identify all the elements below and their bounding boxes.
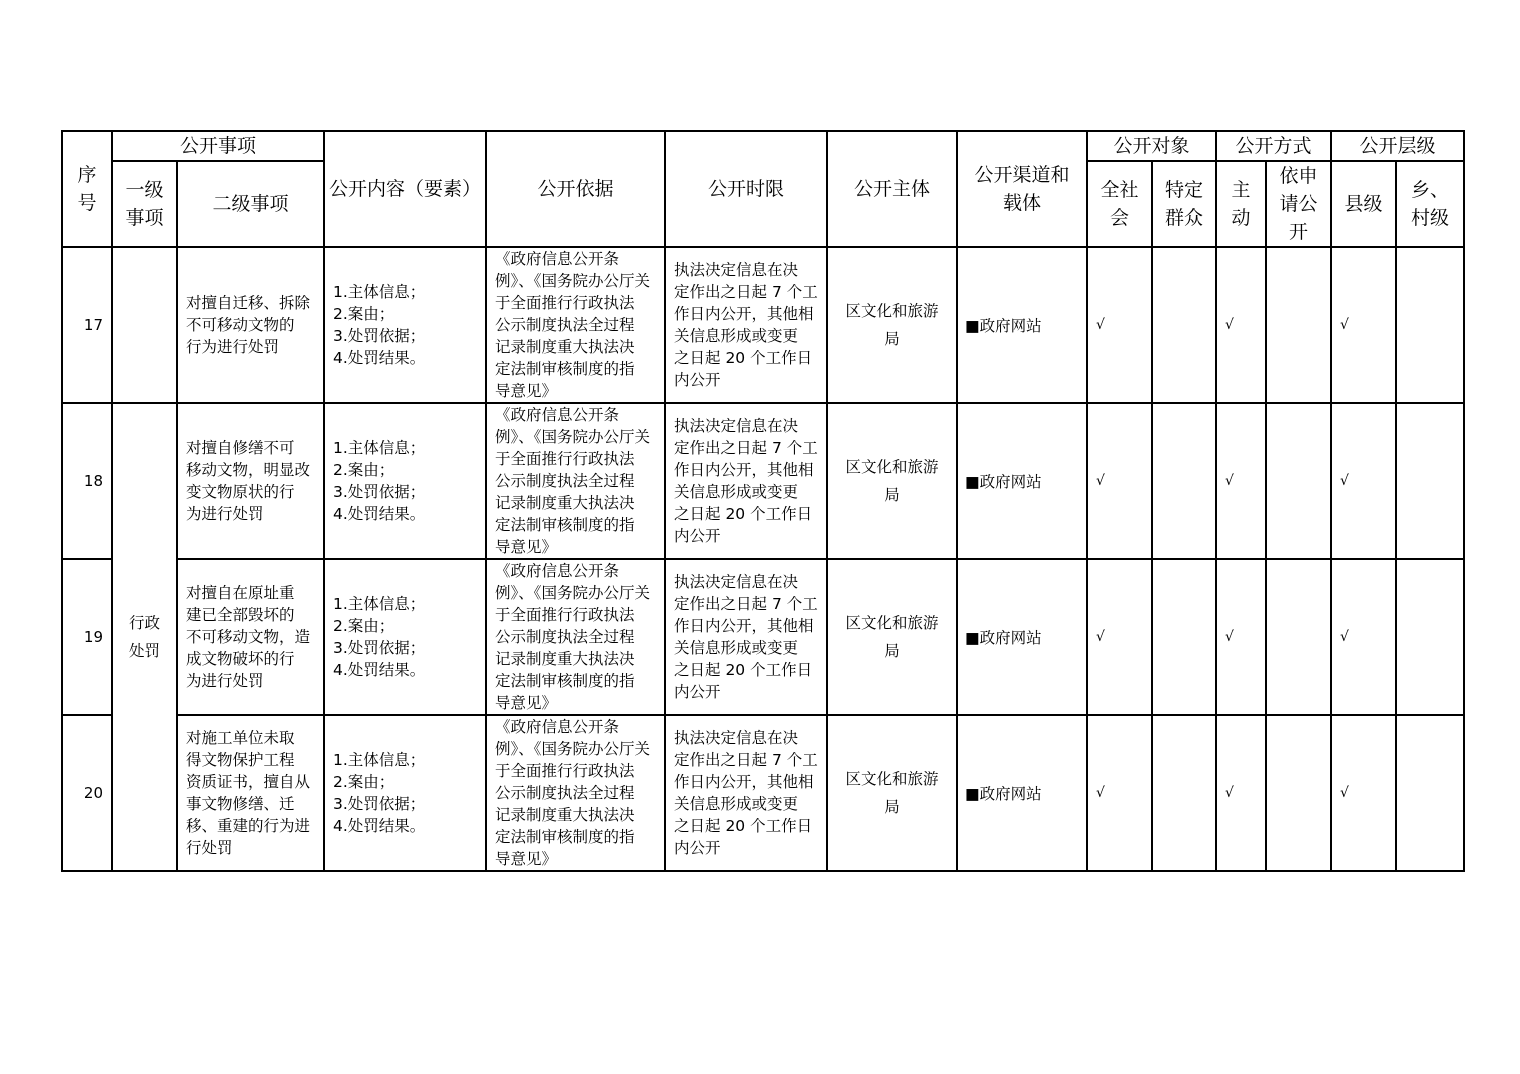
- header-basis: 公开依据: [486, 131, 665, 247]
- level-county-check: √: [1331, 247, 1396, 403]
- level-town-check: [1396, 247, 1464, 403]
- row-number: 20: [62, 715, 112, 871]
- target-all-check: √: [1087, 715, 1152, 871]
- header-seq-text: 序 号: [77, 164, 97, 214]
- header-method-apply: 依申 请公 开: [1266, 161, 1331, 247]
- disclosure-channel: ■政府网站: [957, 559, 1087, 715]
- disclosure-channel: ■政府网站: [957, 403, 1087, 559]
- header-seq: [62, 131, 112, 247]
- disclosure-subject: 区文化和旅游 局: [827, 715, 957, 871]
- level2-item: 对擅自迁移、拆除 不可移动文物的 行为进行处罚: [177, 247, 324, 403]
- method-apply-check: [1266, 247, 1331, 403]
- disclosure-content: 1.主体信息； 2.案由； 3.处罚依据； 4.处罚结果。: [324, 715, 486, 871]
- header-content: 公开内容（要素）: [324, 131, 486, 247]
- target-all-check: √: [1087, 559, 1152, 715]
- disclosure-time-limit: 执法决定信息在决 定作出之日起 7 个工 作日内公开，其他相 关信息形成或变更 之日起 20 个工作日 内公开: [665, 715, 827, 871]
- disclosure-subject: 区文化和旅游 局: [827, 247, 957, 403]
- table-row: [62, 559, 1464, 715]
- disclosure-table: [61, 130, 1465, 872]
- method-active-check: √: [1216, 247, 1266, 403]
- level-town-check: [1396, 715, 1464, 871]
- disclosure-basis: 《政府信息公开条 例》、《国务院办公厅关 于全面推行行政执法 公示制度执法全过程 记录制度重大执法决 定法制审核制度的指 导意见》: [486, 403, 665, 559]
- header-target-group: 公开对象: [1087, 131, 1216, 161]
- target-all-check: √: [1087, 247, 1152, 403]
- table-row: [62, 715, 1464, 871]
- target-specific-check: [1152, 715, 1216, 871]
- row-number: 19: [62, 559, 112, 715]
- method-active-check: √: [1216, 715, 1266, 871]
- level2-item: 对擅自修缮不可 移动文物，明显改 变文物原状的行 为进行处罚: [177, 403, 324, 559]
- level1-empty-cell: [112, 247, 177, 403]
- header-target-specific: 特定 群众: [1152, 161, 1216, 247]
- disclosure-content: 1.主体信息； 2.案由； 3.处罚依据； 4.处罚结果。: [324, 247, 486, 403]
- header-target-all: 全社 会: [1087, 161, 1152, 247]
- disclosure-time-limit: 执法决定信息在决 定作出之日起 7 个工 作日内公开，其他相 关信息形成或变更 之日起 20 个工作日 内公开: [665, 559, 827, 715]
- disclosure-content: 1.主体信息； 2.案由； 3.处罚依据； 4.处罚结果。: [324, 559, 486, 715]
- disclosure-time-limit: 执法决定信息在决 定作出之日起 7 个工 作日内公开，其他相 关信息形成或变更 之日起 20 个工作日 内公开: [665, 247, 827, 403]
- header-level2: 二级事项: [177, 161, 324, 247]
- header-level1: 一级 事项: [112, 161, 177, 247]
- table-row: [62, 403, 1464, 559]
- header-items-group: 公开事项: [112, 131, 324, 161]
- target-specific-check: [1152, 247, 1216, 403]
- method-active-check: √: [1216, 559, 1266, 715]
- header-channel: 公开渠道和 载体: [957, 131, 1087, 247]
- disclosure-channel: ■政府网站: [957, 247, 1087, 403]
- target-specific-check: [1152, 559, 1216, 715]
- table-header: [62, 131, 1464, 247]
- level-town-check: [1396, 559, 1464, 715]
- method-apply-check: [1266, 715, 1331, 871]
- header-level-county: 县级: [1331, 161, 1396, 247]
- disclosure-channel: ■政府网站: [957, 715, 1087, 871]
- target-specific-check: [1152, 403, 1216, 559]
- header-level-town: 乡、 村级: [1396, 161, 1464, 247]
- disclosure-basis: 《政府信息公开条 例》、《国务院办公厅关 于全面推行行政执法 公示制度执法全过程 记录制度重大执法决 定法制审核制度的指 导意见》: [486, 559, 665, 715]
- header-time-limit: 公开时限: [665, 131, 827, 247]
- disclosure-subject: 区文化和旅游 局: [827, 559, 957, 715]
- disclosure-basis: 《政府信息公开条 例》、《国务院办公厅关 于全面推行行政执法 公示制度执法全过程 记录制度重大执法决 定法制审核制度的指 导意见》: [486, 715, 665, 871]
- level2-item: 对施工单位未取 得文物保护工程 资质证书，擅自从 事文物修缮、迁 移、重建的行为进 行处罚: [177, 715, 324, 871]
- table-body: [62, 247, 1464, 871]
- disclosure-basis: 《政府信息公开条 例》、《国务院办公厅关 于全面推行行政执法 公示制度执法全过程 记录制度重大执法决 定法制审核制度的指 导意见》: [486, 247, 665, 403]
- method-apply-check: [1266, 403, 1331, 559]
- header-subject: 公开主体: [827, 131, 957, 247]
- level-town-check: [1396, 403, 1464, 559]
- target-all-check: √: [1087, 403, 1152, 559]
- table-row: [62, 247, 1464, 403]
- method-active-check: √: [1216, 403, 1266, 559]
- level1-category: 行政 处罚: [112, 403, 177, 871]
- disclosure-subject: 区文化和旅游 局: [827, 403, 957, 559]
- level2-item: 对擅自在原址重 建已全部毁坏的 不可移动文物，造 成文物破坏的行 为进行处罚: [177, 559, 324, 715]
- header-method-group: 公开方式: [1216, 131, 1331, 161]
- disclosure-content: 1.主体信息； 2.案由； 3.处罚依据； 4.处罚结果。: [324, 403, 486, 559]
- row-number: 18: [62, 403, 112, 559]
- level-county-check: √: [1331, 403, 1396, 559]
- disclosure-time-limit: 执法决定信息在决 定作出之日起 7 个工 作日内公开，其他相 关信息形成或变更 之日起 20 个工作日 内公开: [665, 403, 827, 559]
- header-level-group: 公开层级: [1331, 131, 1464, 161]
- header-method-active: 主 动: [1216, 161, 1266, 247]
- level-county-check: √: [1331, 715, 1396, 871]
- level-county-check: √: [1331, 559, 1396, 715]
- method-apply-check: [1266, 559, 1331, 715]
- row-number: 17: [62, 247, 112, 403]
